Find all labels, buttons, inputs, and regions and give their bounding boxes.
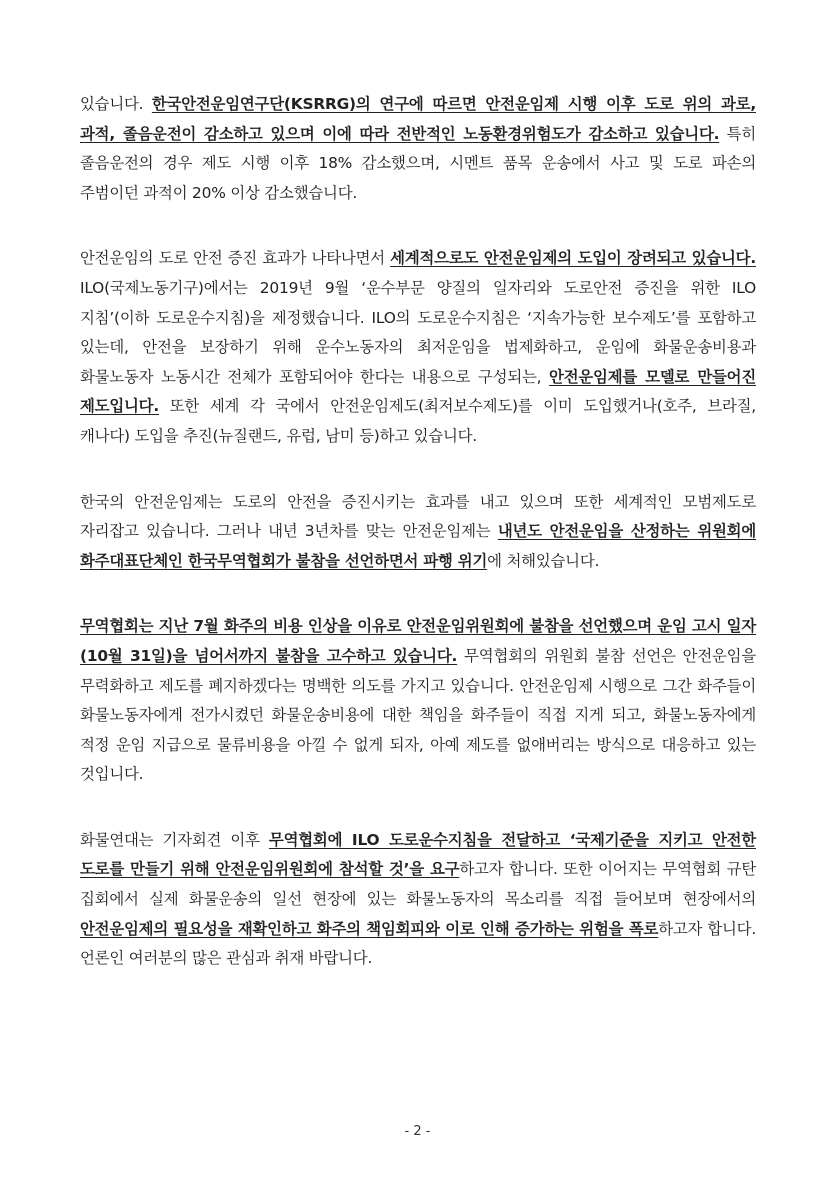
document-body [80,90,756,1010]
emphasized-text: 안전운임제를 모델로 만들어진 제도입니다. [80,367,756,416]
paragraph-text: 무역협회의 위원회 불참 선언은 안전운임을 무력화하고 제도를 폐지하겠다는 명백한 의도를 가지고 있습니다. 안전운임제 시행으로 그간 화주들이 화물노동자에게 전가시켰던 화물운송비용에 대한 책임을 화주들이 직접 지게 되고, 화물노동자에게 적정 운임 지급으로 물류비용을 아낄 수 없게 되자, 아예 제도를 없애버리는 방식으로 대응하고 있는 것입니다. [80,646,756,784]
emphasized-text: 안전운임제의 필요성을 재확인하고 화주의 책임회피와 이로 인해 증가하는 위험을 폭로 [80,919,659,938]
paragraph-text: 안전운임의 도로 안전 증진 효과가 나타나면서 [80,249,391,268]
paragraph-text: 하고자 합니다. 또한 이어지는 무역협회 규탄 집회에서 실제 화물운송의 일선 현장에 있는 화물노동자의 목소리를 직접 들어보며 현장에서의 [80,860,756,909]
paragraph [80,244,756,451]
paragraph [80,612,756,790]
paragraph [80,488,756,577]
paragraph-text: ILO(국제노동기구)에서는 2019년 9월 ‘운수부문 양질의 일자리와 도로안전 증진을 위한 ILO 지침’(이하 도로운수지침)을 제정했습니다. ILO의 도로운수지침은 ‘지속가능한 보수제도’를 포함하고 있는데, 안전을 보장하기 위해 운수노동자의 최저운임을 법제화하고, 운임에 화물운송비용과 화물노동자 노동시간 전체가 포함되어야 한다는 내용으로 구성되는, [80,278,756,386]
paragraph-text: 또한 세계 각 국에서 안전운임제도(최저보수제도)를 이미 도입했거나(호주, 브라질, 캐나다) 도입을 추진(뉴질랜드, 유럽, 남미 등)하고 있습니다. [80,397,756,445]
paragraph-text: 특히 졸음운전의 경우 제도 시행 이후 18% 감소했으며, 시멘트 품목 운송에서 사고 및 도로 파손의 주범이던 과적이 20% 이상 감소했습니다. [80,124,756,202]
page-number: - 2 - [404,1124,431,1139]
emphasized-text: 세계적으로도 안전운임제의 도입이 장려되고 있습니다. [390,249,756,268]
emphasized-text: 내년도 안전운임을 산정하는 위원회에 화주대표단체인 한국무역협회가 불참을 선언하면서 파행 위기 [80,522,756,570]
paragraph [80,90,756,208]
paragraph-text: 한국의 안전운임제는 도로의 안전을 증진시키는 효과를 내고 있으며 또한 세계적인 모범제도로 자리잡고 있습니다. 그러나 내년 3년차를 맞는 안전운임제는 [80,492,756,541]
paragraph-text: 화물연대는 기자회견 이후 [80,830,269,849]
emphasized-text: 한국안전운임연구단(KSRRG)의 연구에 따르면 안전운임제 시행 이후 도로 위의 과로, 과적, 졸음운전이 감소하고 있으며 이에 따라 전반적인 노동환경위험도가 감소하고 있습니다. [80,95,756,143]
paragraph-text: 하고자 합니다. 언론인 여러분의 많은 관심과 취재 바랍니다. [80,919,757,968]
paragraph [80,826,756,974]
emphasized-text: 무역협회에 ILO 도로운수지침을 전달하고 ‘국제기준을 지키고 안전한 도로를 만들기 위해 안전운임위원회에 참석할 것’을 요구 [80,830,756,879]
paragraph-text: 에 처해있습니다. [487,551,600,570]
emphasized-text: 무역협회는 지난 7월 화주의 비용 인상을 이유로 안전운임위원회에 불참을 선언했으며 운임 고시 일자(10월 31일)을 넘어서까지 불참을 고수하고 있습니다. [80,617,756,665]
paragraph-text: 있습니다. [80,95,152,113]
